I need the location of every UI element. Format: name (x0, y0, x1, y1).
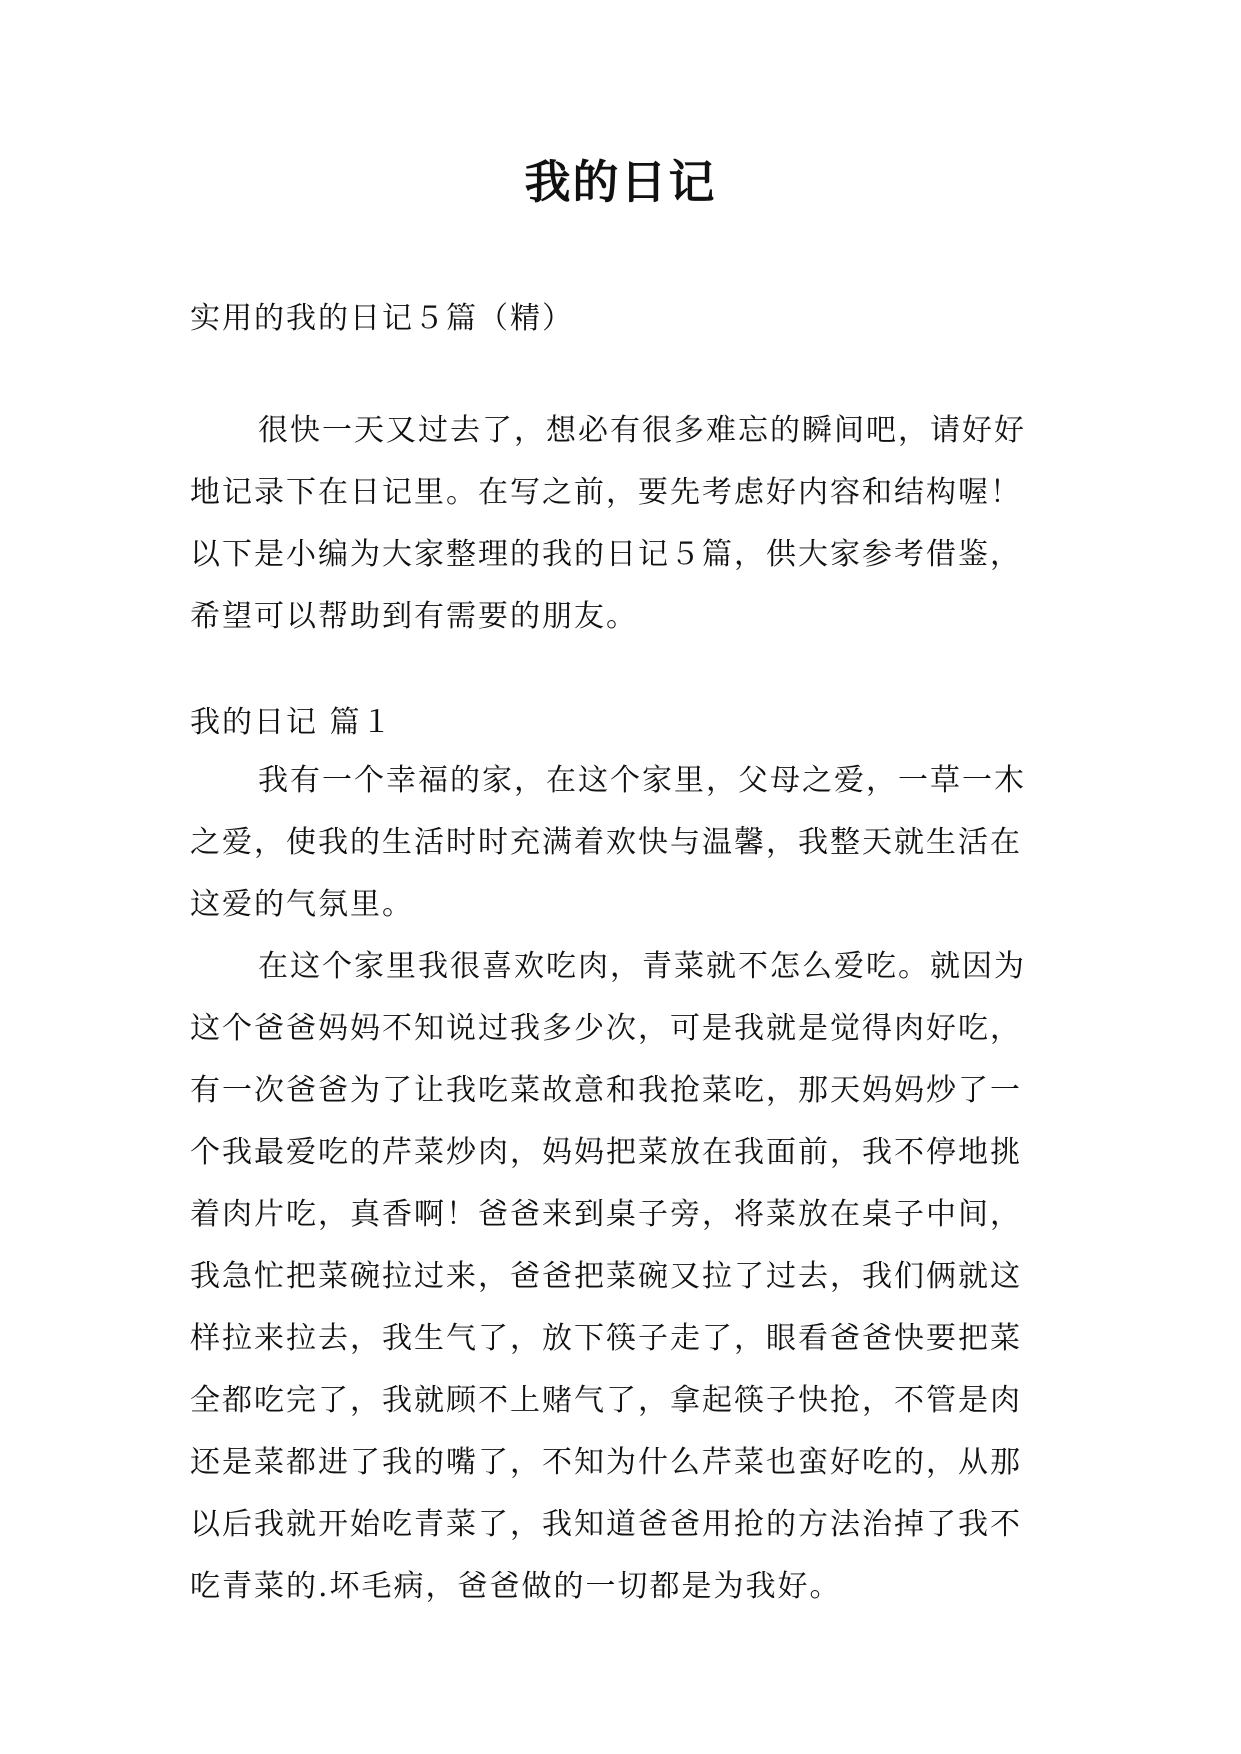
paragraph-line: 还是菜都进了我的嘴了，不知为什么芹菜也蛮好吃的，从那 (190, 1445, 1022, 1480)
section-heading (190, 692, 1052, 754)
paragraph-line: 在这个家里我很喜欢吃肉，青菜就不怎么爱吃。就因为 (258, 949, 1026, 984)
paragraph-line: 这个爸爸妈妈不知说过我多少次，可是我就是觉得肉好吃， (190, 1011, 1022, 1046)
paragraph-line: 个我最爱吃的芹菜炒肉，妈妈把菜放在我面前，我不停地挑 (190, 1135, 1022, 1170)
paragraph-line: 之爱，使我的生活时时充满着欢快与温馨，我整天就生活在 (190, 825, 1022, 860)
section-heading-text: 我的日记 篇１ (190, 705, 394, 740)
paragraph-line: 有一次爸爸为了让我吃菜故意和我抢菜吃，那天妈妈炒了一 (190, 1073, 1022, 1108)
intro-line: 地记录下在日记里。在写之前，要先考虑好内容和结构喔！ (190, 475, 1022, 510)
paragraph-line: 我有一个幸福的家，在这个家里，父母之爱，一草一木 (258, 763, 1026, 798)
paragraph-line: 全都吃完了，我就顾不上赌气了，拿起筷子快抢，不管是肉 (190, 1383, 1022, 1418)
intro-line: 希望可以帮助到有需要的朋友。 (190, 599, 638, 634)
paragraph-line: 样拉来拉去，我生气了，放下筷子走了，眼看爸爸快要把菜 (190, 1321, 1022, 1356)
paragraph-line: 吃青菜的.坏毛病，爸爸做的一切都是为我好。 (190, 1569, 842, 1604)
subtitle-line: 实用的我的日记５篇（精） (190, 301, 574, 336)
intro-paragraph (190, 400, 1052, 648)
intro-line: 以下是小编为大家整理的我的日记５篇，供大家参考借鉴， (190, 537, 1022, 572)
intro-line: 很快一天又过去了，想必有很多难忘的瞬间吧，请好好 (258, 413, 1026, 448)
document-subtitle (190, 288, 1052, 350)
paragraph-line: 着肉片吃，真香啊！爸爸来到桌子旁，将菜放在桌子中间， (190, 1197, 1022, 1232)
paragraph-line: 我急忙把菜碗拉过来，爸爸把菜碗又拉了过去，我们俩就这 (190, 1259, 1022, 1294)
document-title: 我的日记 (524, 155, 717, 209)
paragraph-line: 以后我就开始吃青菜了，我知道爸爸用抢的方法治掉了我不 (190, 1507, 1022, 1542)
paragraph-line: 这爱的气氛里。 (190, 887, 414, 922)
section-body (190, 750, 1052, 1618)
